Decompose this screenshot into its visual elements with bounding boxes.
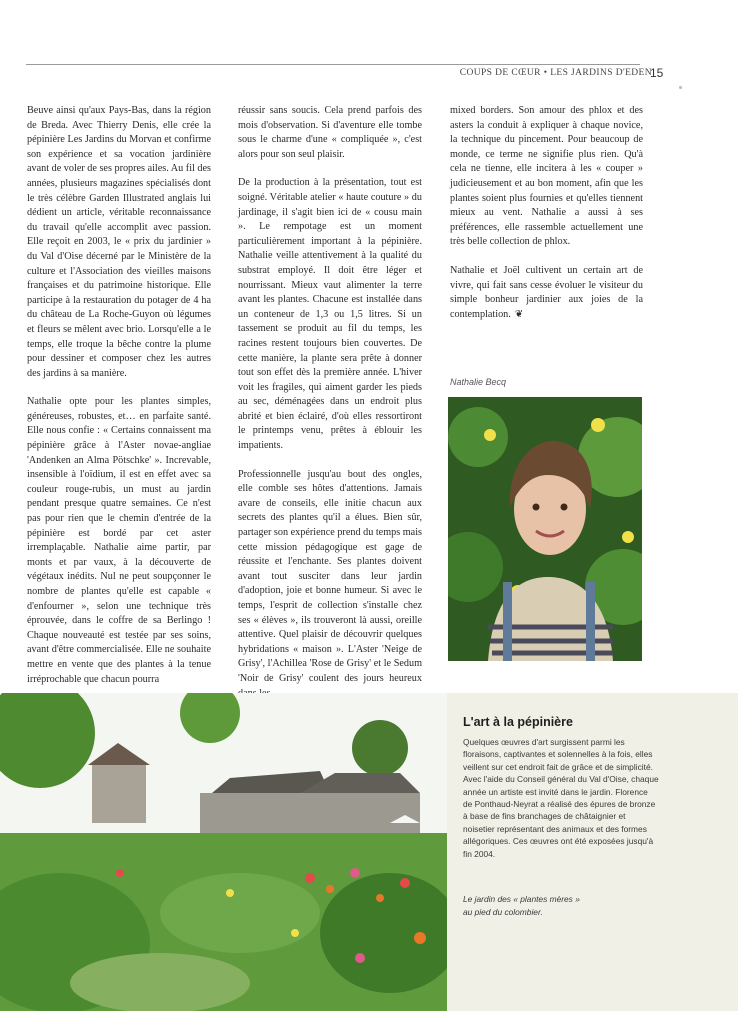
portrait-photo (448, 397, 642, 661)
garden-caption-line: au pied du colombier. (463, 907, 543, 917)
sidebar-box (447, 693, 738, 1011)
paragraph: Professionnelle jusqu'au bout des ongles, elle comble ses hôtes d'attentions. Jamais avare de conseils, elle initie chacun aux secrets des plantes qu'il a élues. Bien sûr, partager son expérience prend du temps mais cette mission pédagogique est gage de réussite et l'enchante. Ses plantes doivent avant tout susciter dans leur jardin d'adoption, joie et bonne humeur. Si avec le temps, l'esprit de collection s'installe chez ses « élèves », ils trouveront là aussi, oreille attentive. Quel plaisir de découvrir quelques hybridations « maison ». L'Aster 'Neige de Grisy', l'Achillea 'Rose de Grisy' et le Sedum 'Noir de Grisy' coulent des jours heureux (238, 468, 422, 684)
header-rule (26, 64, 640, 65)
portrait-illustration (448, 397, 642, 661)
print-mark (679, 86, 682, 89)
garden-caption (463, 893, 643, 919)
sidebar-text: Quelques œuvres d'art surgissent parmi les floraisons, captivantes et solennelles à la fois, elles veillent sur cet endroit fait de grâce et de simplicité. Avec l'aide du Conseil général du Val d'Oise, chaque année un artiste est invité dans le jardin. Florence de Ponthaud-Neyrat a réalisé des épures de bronze à base de fins branchages de châtaignier et noisetier représentant des animaux et des formes allégoriques. Ces œuvres ont été exposées jusqu'à fin 2004. (463, 737, 659, 859)
end-mark-icon: ❦ (514, 308, 524, 320)
sidebar-title: L'art à la pépinière (463, 715, 573, 729)
text-column-2 (238, 104, 422, 715)
paragraph: réussir sans soucis. Cela prend parfois des mois d'observation. Si d'aventure elle tombe sous le charme d'une « compliquée », c'est alors pour son seul plaisir. (238, 105, 422, 160)
garden-illustration (0, 693, 447, 1011)
paragraph (450, 264, 643, 322)
text-column-1 (27, 104, 211, 701)
paragraph: mixed borders. Son amour des phlox et des asters la conduit à expliquer à chaque novice, la technique du pincement. Pour beaucoup de monde, ce terme ne signifie plus rien. Qu'à cela ne tienne, elle incitera à les « couper » judicieusement et au bon moment, afin que les plantes soient plus fournies et qu'elles tiennent mieux au vent. Nathalie a aussi à ses préférences, elle rassemble actuellement une très belle collection de phlox. (450, 105, 643, 248)
paragraph: De la production à la présentation, tout est soigné. Véritable atelier « haute couture » du jardinage, il s'agit bien ici de « cousu main ». Le rempotage est un moment particulièrement important à la pépinière. Nathalie veille attentivement à la qualité du substrat employé. Il doit être léger et nourrissant. Mieux vaut alimenter la terre avant les plantes. Chacune est installée dans un conteneur de 1,3 ou 1,5 litres. Si un tassement se produit au fil du temps, les racines restent toujours bien couvertes. De cette manière, la plante sera prête à donner tout son effet dès la première année. L'hiver voit les fragiles, qui aiment garder les pieds au sec, déménagées dans un endroit plus abrité et bien éclairé, d'où elles ressortiront le printemps venu, prêtes à éblouir les impatients. (238, 177, 422, 452)
garden-photo (0, 693, 447, 1011)
paragraph: Nathalie opte pour les plantes simples, généreuses, robustes, et… en parfaite santé. Elle nous confie : « Certains connaissent ma pépinière grâce à l'Aster novae-angliae 'Andenken an Alma Pötschke' ». Increvable, insensible à l'oïdium, il est en effet avec sa couleur rouge-rubis, un must au jardin pendant presque quatre semaines. Ce n'est pas pour rien que le chemin d'entrée de la pépinière est bordé par cet aster irremplaçable. Nathalie aime partir, par monts et par vaux, à la découverte de végétaux inédits. Nul ne peut soupçonner le nombre de plantes qu'elle est capable « d'enfourner », selon une technique très éprouvée, dans le coffre de sa Berlingo ! Chaque nouveauté est testée par ses soins, avant d'être commercialisée. Elle ne souhaite mettre en vente que des plantes à la tenue irréprochable que chacun pourra (27, 396, 211, 685)
paragraph-text: Nathalie et Joël cultivent un certain art de vivre, qui fait sans cesse évoluer le visiteur du simple bonheur jardinier aux joies de la contemplation. (450, 264, 643, 320)
portrait-caption: Nathalie Becq (450, 377, 507, 387)
running-title: COUPS DE CŒUR • LES JARDINS D'EDEN (459, 68, 652, 78)
garden-caption-line: Le jardin des « plantes mères » (463, 894, 580, 904)
page-number: 15 (650, 66, 664, 80)
paragraph: Beuve ainsi qu'aux Pays-Bas, dans la région de Breda. Avec Thierry Denis, elle crée la pépinière Les Jardins du Morvan et confirme son expérience et sa vocation jardinière avant de voler de ses propres ailes. Au fil des années, plusieurs magazines spécialisés dont le très célèbre Garden Illustrated anglais lui dédient un article, véritable reconnaissance du travail qu'elle accomplit avec passion. Elle reçoit en 2003, le « prix du jardinier » du Val d'Oise décerné par le Ministère de la culture et l'Association des vieilles maisons françaises et du patrimoine historique. Elle participe à la restauration du potager de 4 ha du château de La Roche-Guyon où légumes et fleurs se mêlent avec brio. Lorsqu'elle a le temps, elle troque la bêche contre la plume pour dessiner et composer chez les autres des jardins à sa manière. (27, 105, 211, 379)
text-column-3 (450, 104, 643, 336)
